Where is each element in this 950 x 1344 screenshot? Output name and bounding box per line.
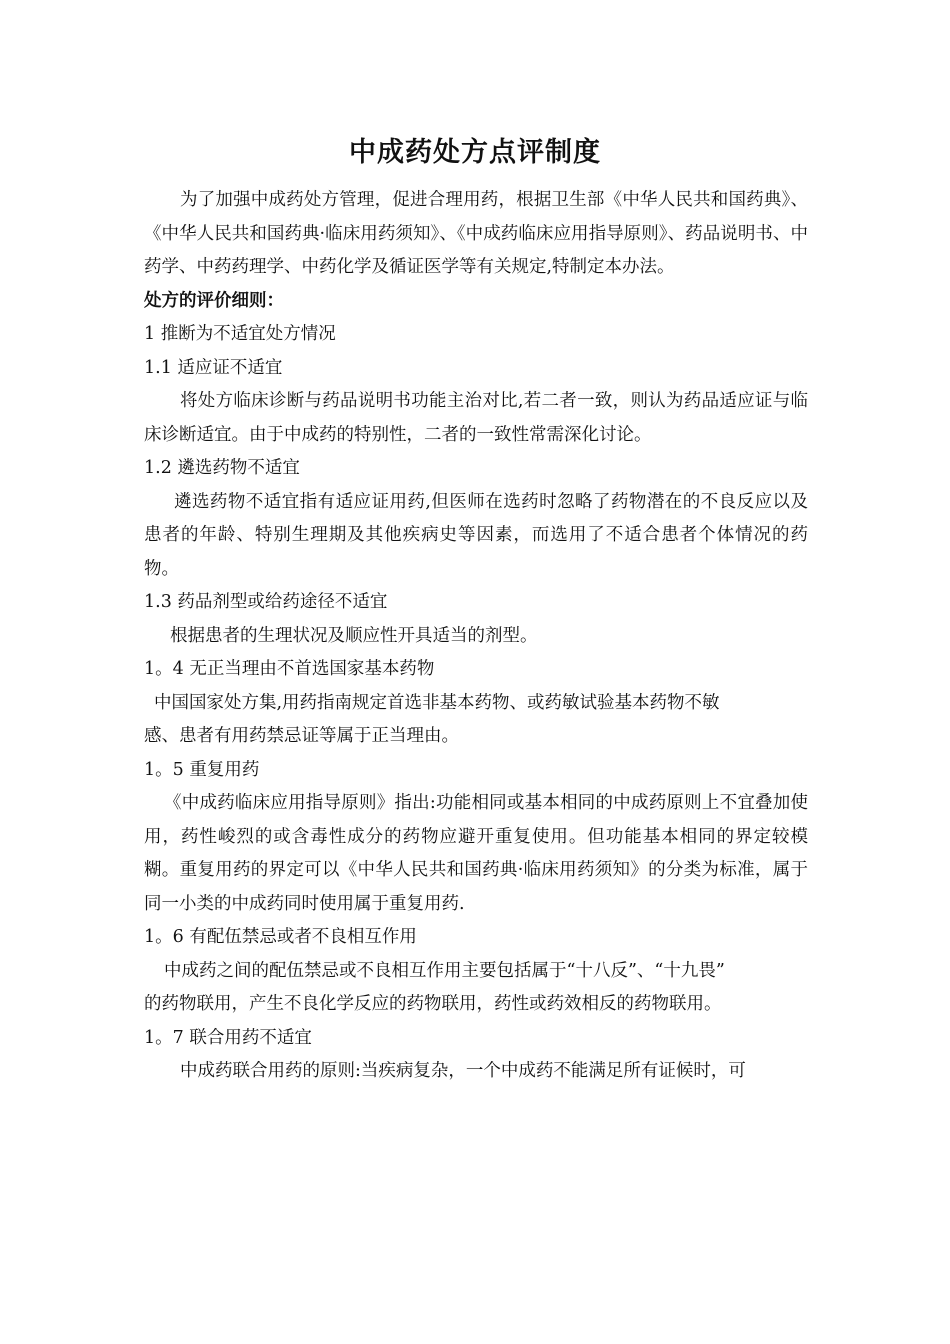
section-1-1-body: 将处方临床诊断与药品说明书功能主治对比,若二者一致，则认为药品适应证与临床诊断适宜。由于中成药的特别性，二者的一致性常需深化讨论。 — [144, 391, 808, 445]
section-1-4-body-line-1: 中国国家处方集,用药指南规定首选非基本药物、或药敏试验基本药物不敏 — [154, 692, 720, 713]
section-1-6-body-line-1: 中成药之间的配伍禁忌或不良相互作用主要包括属于“十八反”、“十九畏” — [164, 960, 725, 981]
intro-paragraph: 为了加强中成药处方管理，促进合理用药，根据卫生部《中华人民共和国药典》、《中华人民共和国药典·临床用药须知》、《中成药临床应用指导原则》、药品说明书、中药学、中药药理学、中药化学及循证医学等有关规定,特制定本办法。 — [144, 190, 808, 277]
section-1-6-heading: 1。6 有配伍禁忌或者不良相互作用 — [144, 927, 417, 947]
section-1-6-body-line-2: 的药物联用，产生不良化学反应的药物联用，药性或药效相反的药物联用。 — [144, 994, 722, 1014]
document-title: 中成药处方点评制度 — [349, 137, 601, 168]
section-1-1-heading: 1.1 适应证不适宜 — [144, 357, 283, 378]
section-1-4-body-line-2: 感、患者有用药禁忌证等属于正当理由。 — [144, 726, 459, 746]
document-body — [144, 184, 808, 1089]
section-1-4-heading: 1。4 无正当理由不首选国家基本药物 — [144, 659, 435, 679]
section-1-heading: 1 推断为不适宜处方情况 — [144, 324, 336, 344]
section-1-5-body: 《中成药临床应用指导原则》指出:功能相同或基本相同的中成药原则上不宜叠加使用，药性峻烈的或含毒性成分的药物应避开重复使用。但功能基本相同的界定较模糊。重复用药的界定可以《中华人民共和国药典·临床用药须知》的分类为标准，属于同一小类的中成药同时使用属于重复用药. — [144, 793, 808, 914]
criteria-heading: 处方的评价细则： — [144, 290, 284, 311]
section-1-7-heading: 1。7 联合用药不适宜 — [144, 1027, 312, 1048]
section-1-5-heading: 1。5 重复用药 — [144, 759, 260, 780]
section-1-3-body: 根据患者的生理状况及顺应性开具适当的剂型。 — [170, 625, 538, 646]
section-1-2-heading: 1.2 遴选药物不适宜 — [144, 458, 300, 478]
section-1-7-body: 中成药联合用药的原则:当疾病复杂，一个中成药不能满足所有证候时，可 — [180, 1061, 746, 1081]
section-1-2-body: 遴选药物不适宜指有适应证用药,但医师在选药时忽略了药物潜在的不良反应以及患者的年龄、特别生理期及其他疾病史等因素，而选用了不适合患者个体情况的药物。 — [144, 491, 808, 579]
section-1-3-heading: 1.3 药品剂型或给药途径不适宜 — [144, 592, 388, 612]
